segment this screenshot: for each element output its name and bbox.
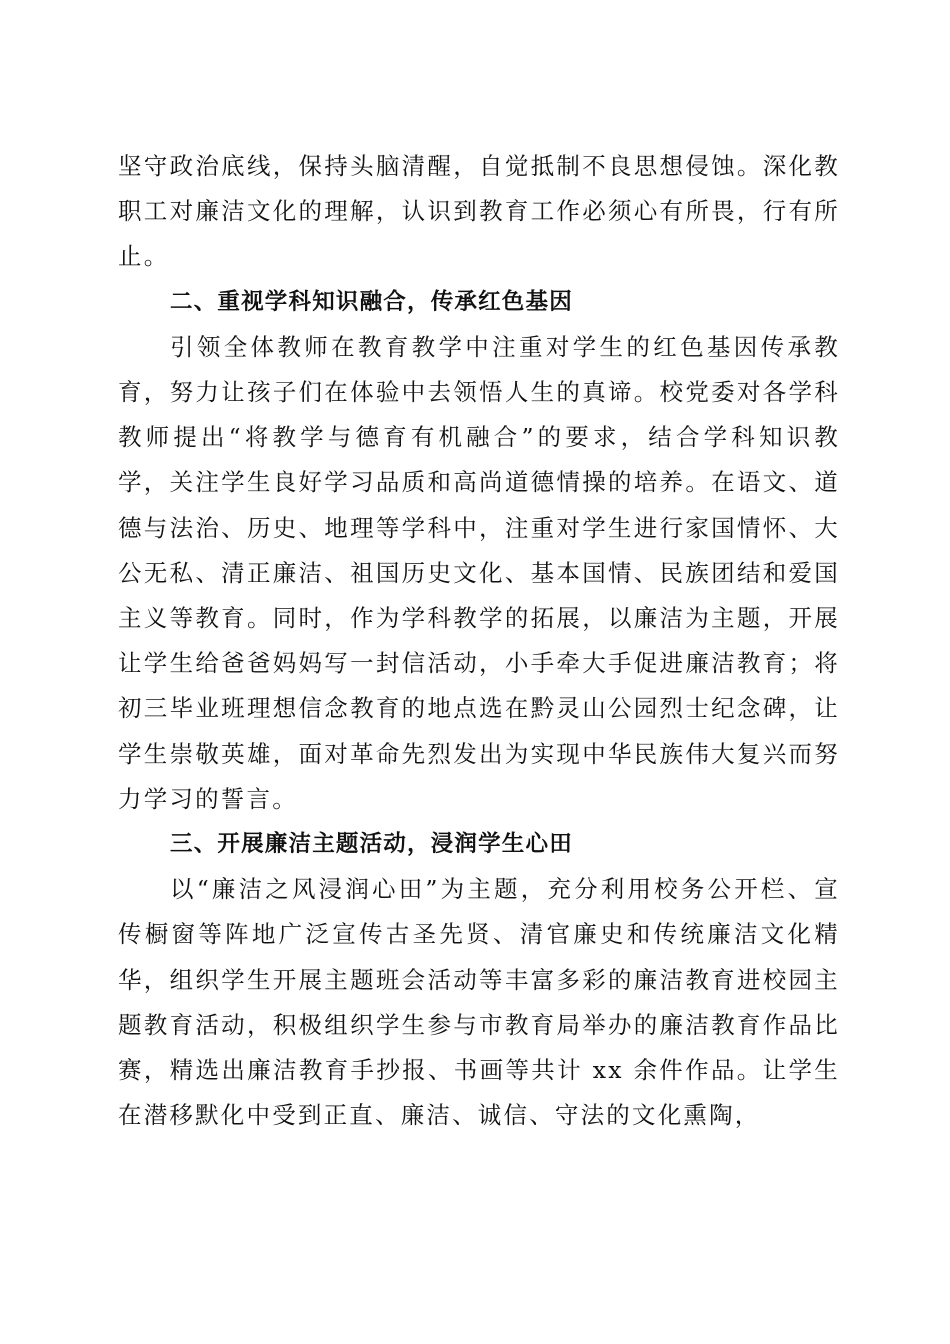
paragraph-section-3: 以“廉洁之风浸润心田”为主题，充分利用校务公开栏、宣传橱窗等阵地广泛宣传古圣先贤、清官廉史和传统廉洁文化精华，组织学生开展主题班会活动等丰富多彩的廉洁教育进校园主题教育活动，积极组织学生参与市教育局举办的廉洁教育作品比赛，精选出廉洁教育手抄报、书画等共计 xx 余件作品。让学生在潜移默化中受到正直、廉洁、诚信、守法的文化熏陶， <box>118 875 840 1130</box>
section-heading-2: 二、重视学科知识融合，传承红色基因 <box>170 288 573 315</box>
section-heading-3: 三、开展廉洁主题活动，浸润学生心田 <box>170 831 573 858</box>
document-page <box>118 144 840 1138</box>
paragraph-section-2: 引领全体教师在教育教学中注重对学生的红色基因传承教育，努力让孩子们在体验中去领悟人生的真谛。校党委对各学科教师提出“将教学与德育有机融合”的要求，结合学科知识教学，关注学生良好学习品质和高尚道德情操的培养。在语文、道德与法治、历史、地理等学科中，注重对学生进行家国情怀、大公无私、清正廉洁、祖国历史文化、基本国情、民族团结和爱国主义等教育。同时，作为学科教学的拓展，以廉洁为主题，开展让学生给爸爸妈妈写一封信活动，小手牵大手促进廉洁教育；将初三毕业班理想信念教育的地点选在黔灵山公园烈士纪念碑，让学生崇敬英雄，面对革命先烈发出为实现中华民族伟大复兴而努力学习的誓言。 <box>118 332 840 813</box>
paragraph-continuation: 坚守政治底线，保持头脑清醒，自觉抵制不良思想侵蚀。深化教职工对廉洁文化的理解，认识到教育工作必须心有所畏，行有所止。 <box>118 152 840 271</box>
